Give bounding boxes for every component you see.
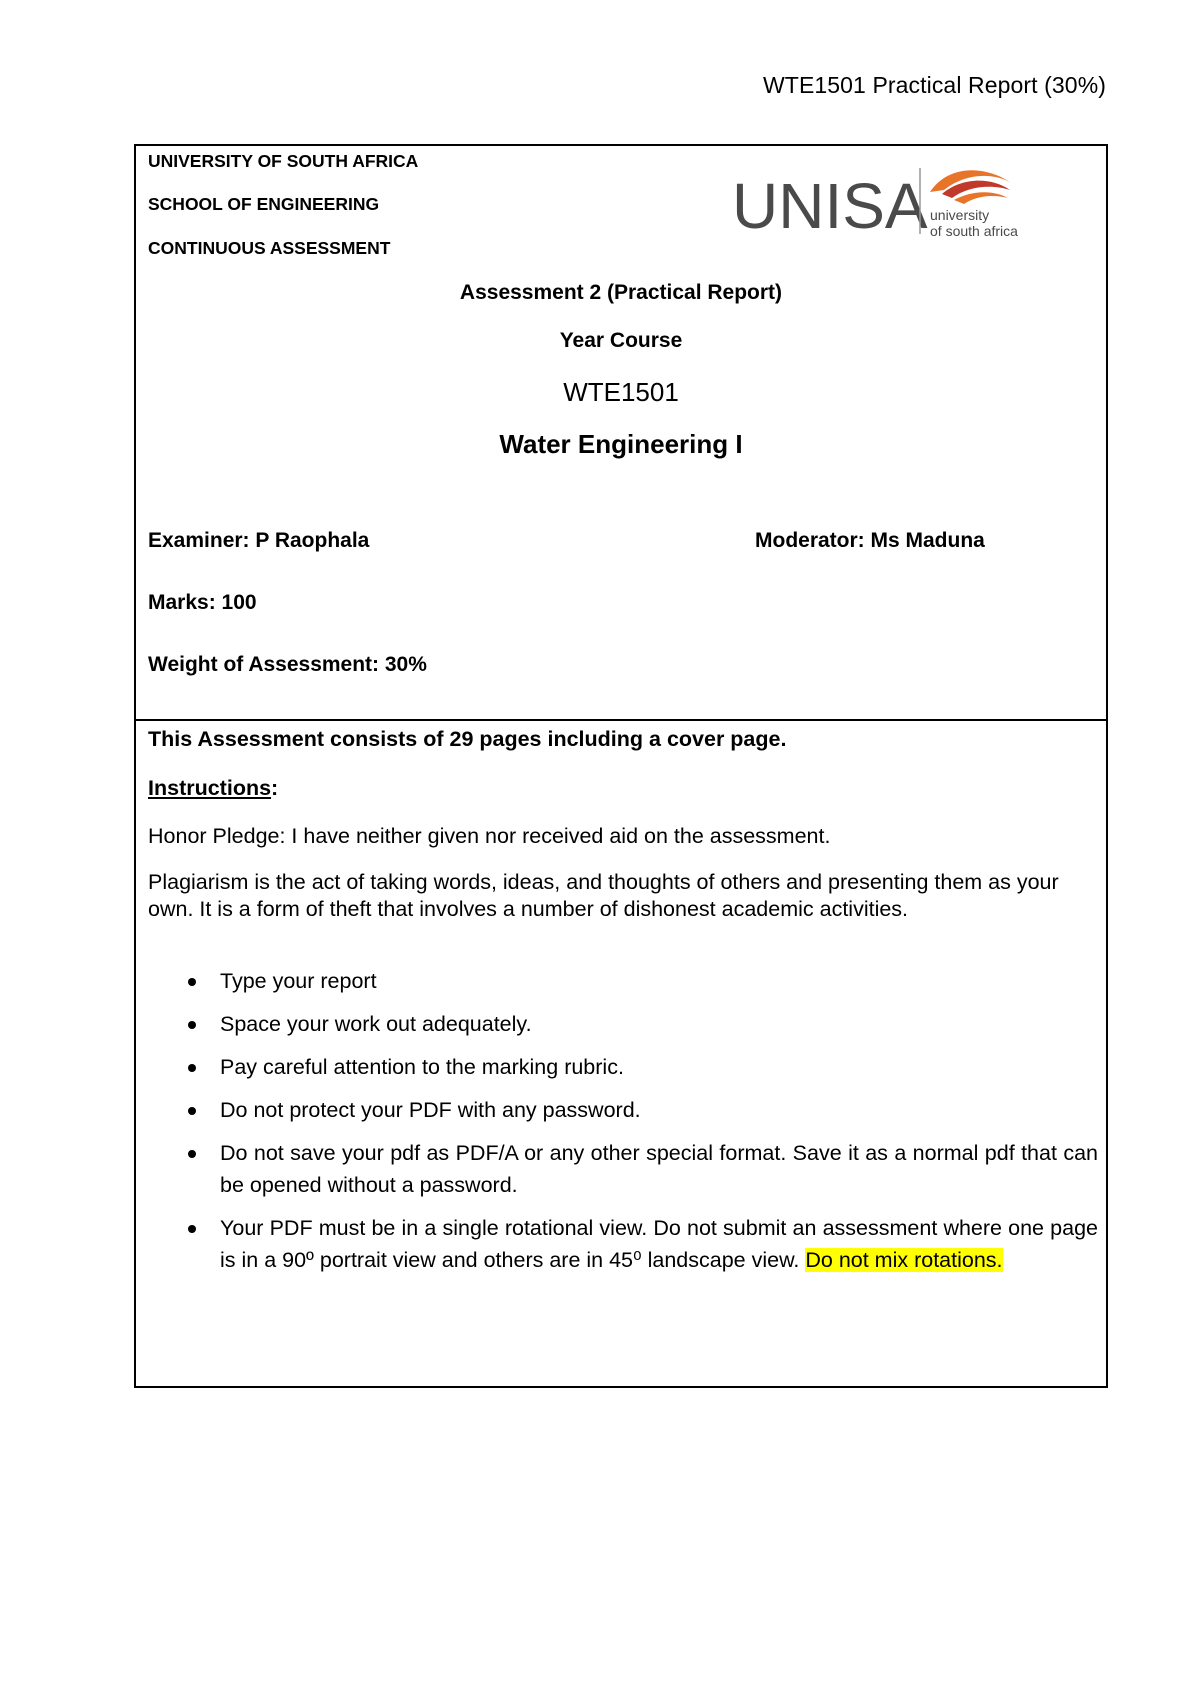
- course-type: Year Course: [559, 329, 683, 352]
- examiner: Examiner: P Raophala: [148, 529, 370, 552]
- assessment-weight: Weight of Assessment: 30%: [148, 653, 427, 676]
- list-item: [136, 1051, 1098, 1083]
- list-item: [136, 1094, 1098, 1126]
- pages-note: This Assessment consists of 29 pages including a cover page.: [148, 727, 787, 751]
- instructions-heading: [148, 773, 278, 803]
- instructions-heading-text: Instructions: [148, 776, 272, 800]
- instruction-list: [136, 965, 1098, 1287]
- instructions-heading-colon: :: [271, 776, 279, 800]
- list-item: [136, 1212, 1098, 1276]
- cover-box: [134, 144, 1108, 1388]
- list-item-text: Do not protect your PDF with any password.: [220, 1098, 641, 1122]
- assessment-type: CONTINUOUS ASSESSMENT: [148, 238, 391, 258]
- bullet-icon: [188, 1225, 196, 1233]
- bullet-icon: [188, 978, 196, 986]
- module-name: Water Engineering I: [499, 429, 743, 459]
- moderator: Moderator: Ms Maduna: [755, 529, 985, 552]
- list-item-text: Space your work out adequately.: [220, 1012, 532, 1036]
- bullet-icon: [188, 1064, 196, 1072]
- list-item-text: Type your report: [220, 969, 377, 993]
- marks: Marks: 100: [148, 591, 257, 614]
- logo-wordmark: UNISA: [732, 170, 928, 242]
- logo-tagline-1: university: [930, 207, 990, 223]
- list-item-text: Pay careful attention to the marking rubric.: [220, 1055, 624, 1079]
- cover-top-section: [136, 146, 1106, 721]
- bullet-icon: [188, 1150, 196, 1158]
- instructions-section: [136, 721, 1106, 1386]
- bullet-icon: [188, 1021, 196, 1029]
- running-header: WTE1501 Practical Report (30%): [762, 72, 1106, 98]
- plagiarism-paragraph: Plagiarism is the act of taking words, ideas, and thoughts of others and presenting them as your own. It is a form of theft that involves a number of dishonest academic activities.: [148, 870, 1059, 921]
- rotation-instruction: Your PDF must be in a single rotational view. Do not submit an assessment where one page is in a 90º portrait view and others are in 45⁰ landscape view.: [220, 1216, 1098, 1272]
- honor-pledge: Honor Pledge: I have neither given nor received aid on the assessment.: [148, 824, 831, 848]
- list-item: [136, 1008, 1098, 1040]
- list-item-text: Do not save your pdf as PDF/A or any other special format. Save it as a normal pdf that can be opened without a password.: [220, 1141, 1098, 1197]
- list-item: [136, 1137, 1098, 1201]
- bullet-icon: [188, 1107, 196, 1115]
- list-item: [136, 965, 1098, 997]
- highlighted-warning: Do not mix rotations.: [805, 1248, 1003, 1272]
- list-item-text: [220, 1212, 1098, 1276]
- module-code: WTE1501: [563, 377, 679, 407]
- school-name: SCHOOL OF ENGINEERING: [148, 194, 380, 214]
- unisa-logo: [732, 164, 1032, 249]
- logo-tagline-2: of south africa: [930, 223, 1018, 239]
- assessment-title: Assessment 2 (Practical Report): [459, 281, 783, 304]
- university-name: UNIVERSITY OF SOUTH AFRICA: [148, 151, 419, 171]
